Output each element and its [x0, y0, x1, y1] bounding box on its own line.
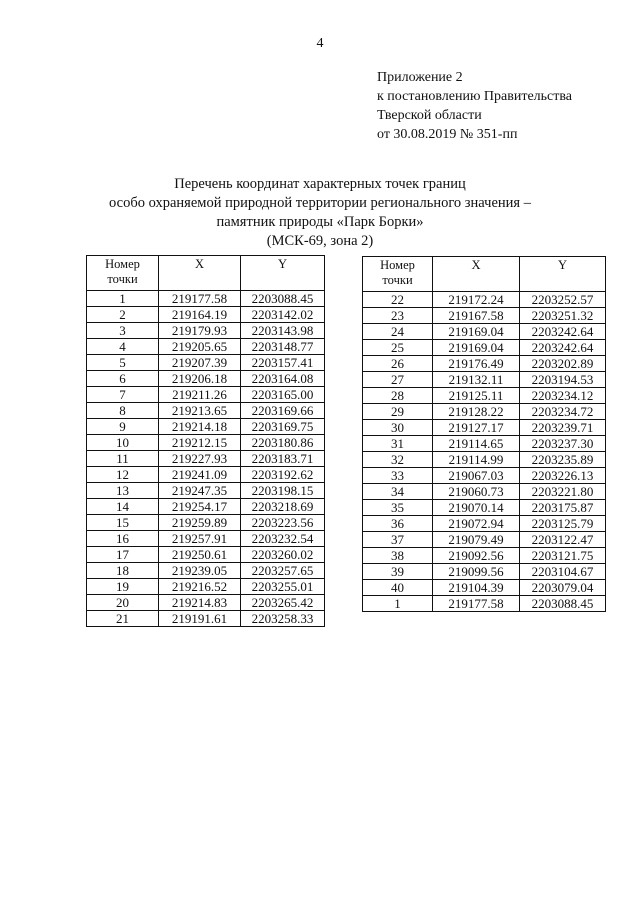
- point-number-cell: 27: [363, 372, 433, 388]
- table-row: [363, 388, 606, 404]
- header-point-line1: Номер: [380, 258, 415, 272]
- y-coordinate-cell: 2203226.13: [520, 468, 606, 484]
- x-coordinate-cell: 219254.17: [159, 499, 241, 515]
- y-coordinate-cell: 2203218.69: [241, 499, 325, 515]
- appendix-line-1: Приложение 2: [377, 70, 463, 85]
- y-coordinate-cell: 2203252.57: [520, 292, 606, 308]
- point-number-cell: 23: [363, 308, 433, 324]
- x-coordinate-cell: 219092.56: [433, 548, 520, 564]
- table-row: [363, 340, 606, 356]
- point-number-cell: 34: [363, 484, 433, 500]
- point-number-cell: 36: [363, 516, 433, 532]
- y-coordinate-cell: 2203165.00: [241, 387, 325, 403]
- y-coordinate-cell: 2203148.77: [241, 339, 325, 355]
- x-coordinate-cell: 219247.35: [159, 483, 241, 499]
- y-coordinate-cell: 2203183.71: [241, 451, 325, 467]
- x-coordinate-cell: 219127.17: [433, 420, 520, 436]
- table-header-row: [363, 257, 606, 292]
- point-number-cell: 17: [87, 547, 159, 563]
- title-line-4: (МСК-69, зона 2): [266, 233, 374, 249]
- x-coordinate-cell: 219172.24: [433, 292, 520, 308]
- x-coordinate-cell: 219177.58: [159, 291, 241, 307]
- table-row: [87, 515, 325, 531]
- point-number-cell: 15: [87, 515, 159, 531]
- y-coordinate-cell: 2203198.15: [241, 483, 325, 499]
- x-coordinate-cell: 219239.05: [159, 563, 241, 579]
- table-row: [87, 339, 325, 355]
- point-number-cell: 12: [87, 467, 159, 483]
- point-number-cell: 11: [87, 451, 159, 467]
- table-row: [363, 356, 606, 372]
- y-coordinate-cell: 2203234.12: [520, 388, 606, 404]
- x-coordinate-cell: 219128.22: [433, 404, 520, 420]
- y-coordinate-cell: 2203239.71: [520, 420, 606, 436]
- coordinates-table-left: [86, 255, 325, 627]
- x-coordinate-cell: 219259.89: [159, 515, 241, 531]
- table-row: [87, 579, 325, 595]
- y-coordinate-cell: 2203169.66: [241, 403, 325, 419]
- table-header-row: [87, 256, 325, 291]
- x-coordinate-cell: 219060.73: [433, 484, 520, 500]
- point-number-cell: 26: [363, 356, 433, 372]
- y-coordinate-cell: 2203255.01: [241, 579, 325, 595]
- point-number-cell: 37: [363, 532, 433, 548]
- table-row: [363, 548, 606, 564]
- y-coordinate-cell: 2203169.75: [241, 419, 325, 435]
- y-coordinate-cell: 2203251.32: [520, 308, 606, 324]
- point-number-cell: 14: [87, 499, 159, 515]
- table-row: [87, 611, 325, 627]
- table-row: [363, 516, 606, 532]
- header-y: Y: [520, 257, 606, 292]
- table-row: [87, 499, 325, 515]
- table-row: [87, 355, 325, 371]
- y-coordinate-cell: 2203260.02: [241, 547, 325, 563]
- x-coordinate-cell: 219167.58: [433, 308, 520, 324]
- x-coordinate-cell: 219250.61: [159, 547, 241, 563]
- header-point-line2: точки: [382, 273, 413, 287]
- table-row: [87, 595, 325, 611]
- x-coordinate-cell: 219099.56: [433, 564, 520, 580]
- point-number-cell: 4: [87, 339, 159, 355]
- x-coordinate-cell: 219079.49: [433, 532, 520, 548]
- point-number-cell: 39: [363, 564, 433, 580]
- header-point-line1: Номер: [105, 257, 140, 271]
- point-number-cell: 21: [87, 611, 159, 627]
- page-number: 4: [316, 36, 324, 51]
- x-coordinate-cell: 219211.26: [159, 387, 241, 403]
- y-coordinate-cell: 2203257.65: [241, 563, 325, 579]
- table-row: [87, 403, 325, 419]
- x-coordinate-cell: 219104.39: [433, 580, 520, 596]
- point-number-cell: 5: [87, 355, 159, 371]
- point-number-cell: 31: [363, 436, 433, 452]
- table-row: [363, 596, 606, 612]
- x-coordinate-cell: 219067.03: [433, 468, 520, 484]
- y-coordinate-cell: 2203142.02: [241, 307, 325, 323]
- x-coordinate-cell: 219216.52: [159, 579, 241, 595]
- point-number-cell: 6: [87, 371, 159, 387]
- y-coordinate-cell: 2203223.56: [241, 515, 325, 531]
- table-row: [87, 483, 325, 499]
- header-point-line2: точки: [107, 272, 138, 286]
- x-coordinate-cell: 219132.11: [433, 372, 520, 388]
- document-title: [0, 175, 640, 251]
- table-row: [87, 291, 325, 307]
- table-row: [87, 387, 325, 403]
- table-row: [363, 468, 606, 484]
- x-coordinate-cell: 219169.04: [433, 340, 520, 356]
- x-coordinate-cell: 219206.18: [159, 371, 241, 387]
- table-row: [363, 580, 606, 596]
- header-point-number: [363, 257, 433, 292]
- y-coordinate-cell: 2203234.72: [520, 404, 606, 420]
- x-coordinate-cell: 219114.99: [433, 452, 520, 468]
- y-coordinate-cell: 2203235.89: [520, 452, 606, 468]
- y-coordinate-cell: 2203242.64: [520, 340, 606, 356]
- point-number-cell: 8: [87, 403, 159, 419]
- x-coordinate-cell: 219212.15: [159, 435, 241, 451]
- y-coordinate-cell: 2203242.64: [520, 324, 606, 340]
- header-x: X: [159, 256, 241, 291]
- point-number-cell: 28: [363, 388, 433, 404]
- point-number-cell: 7: [87, 387, 159, 403]
- table-row: [87, 419, 325, 435]
- y-coordinate-cell: 2203232.54: [241, 531, 325, 547]
- y-coordinate-cell: 2203175.87: [520, 500, 606, 516]
- x-coordinate-cell: 219114.65: [433, 436, 520, 452]
- header-x: X: [433, 257, 520, 292]
- table-row: [87, 435, 325, 451]
- table-row: [87, 547, 325, 563]
- point-number-cell: 10: [87, 435, 159, 451]
- point-number-cell: 20: [87, 595, 159, 611]
- x-coordinate-cell: 219205.65: [159, 339, 241, 355]
- y-coordinate-cell: 2203258.33: [241, 611, 325, 627]
- table-row: [363, 452, 606, 468]
- table-row: [363, 404, 606, 420]
- point-number-cell: 29: [363, 404, 433, 420]
- table-row: [87, 467, 325, 483]
- y-coordinate-cell: 2203194.53: [520, 372, 606, 388]
- y-coordinate-cell: 2203121.75: [520, 548, 606, 564]
- point-number-cell: 1: [87, 291, 159, 307]
- x-coordinate-cell: 219179.93: [159, 323, 241, 339]
- header-point-number: [87, 256, 159, 291]
- appendix-line-3: Тверской области: [377, 108, 482, 123]
- table-row: [363, 292, 606, 308]
- y-coordinate-cell: 2203104.67: [520, 564, 606, 580]
- y-coordinate-cell: 2203143.98: [241, 323, 325, 339]
- table-row: [363, 436, 606, 452]
- y-coordinate-cell: 2203122.47: [520, 532, 606, 548]
- point-number-cell: 35: [363, 500, 433, 516]
- point-number-cell: 2: [87, 307, 159, 323]
- x-coordinate-cell: 219072.94: [433, 516, 520, 532]
- x-coordinate-cell: 219164.19: [159, 307, 241, 323]
- x-coordinate-cell: 219191.61: [159, 611, 241, 627]
- appendix-block: [377, 68, 572, 144]
- x-coordinate-cell: 219227.93: [159, 451, 241, 467]
- point-number-cell: 33: [363, 468, 433, 484]
- coordinates-table-right: [362, 256, 606, 612]
- x-coordinate-cell: 219176.49: [433, 356, 520, 372]
- point-number-cell: 16: [87, 531, 159, 547]
- y-coordinate-cell: 2203125.79: [520, 516, 606, 532]
- table-row: [87, 531, 325, 547]
- x-coordinate-cell: 219207.39: [159, 355, 241, 371]
- point-number-cell: 24: [363, 324, 433, 340]
- x-coordinate-cell: 219070.14: [433, 500, 520, 516]
- appendix-line-2: к постановлению Правительства: [377, 89, 573, 104]
- point-number-cell: 9: [87, 419, 159, 435]
- point-number-cell: 32: [363, 452, 433, 468]
- appendix-line-4: от 30.08.2019 № 351-пп: [377, 127, 518, 142]
- point-number-cell: 38: [363, 548, 433, 564]
- y-coordinate-cell: 2203088.45: [520, 596, 606, 612]
- table-row: [87, 371, 325, 387]
- y-coordinate-cell: 2203157.41: [241, 355, 325, 371]
- table-row: [363, 324, 606, 340]
- table-row: [363, 372, 606, 388]
- table-row: [363, 564, 606, 580]
- y-coordinate-cell: 2203079.04: [520, 580, 606, 596]
- table-row: [87, 563, 325, 579]
- title-line-3: памятник природы «Парк Борки»: [216, 214, 424, 230]
- point-number-cell: 25: [363, 340, 433, 356]
- y-coordinate-cell: 2203237.30: [520, 436, 606, 452]
- y-coordinate-cell: 2203221.80: [520, 484, 606, 500]
- x-coordinate-cell: 219214.83: [159, 595, 241, 611]
- y-coordinate-cell: 2203164.08: [241, 371, 325, 387]
- x-coordinate-cell: 219125.11: [433, 388, 520, 404]
- table-row: [87, 451, 325, 467]
- table-row: [363, 532, 606, 548]
- y-coordinate-cell: 2203202.89: [520, 356, 606, 372]
- header-y: Y: [241, 256, 325, 291]
- y-coordinate-cell: 2203192.62: [241, 467, 325, 483]
- table-row: [363, 420, 606, 436]
- point-number-cell: 30: [363, 420, 433, 436]
- table-row: [363, 484, 606, 500]
- x-coordinate-cell: 219214.18: [159, 419, 241, 435]
- x-coordinate-cell: 219257.91: [159, 531, 241, 547]
- title-line-2: особо охраняемой природной территории регионального значения –: [109, 195, 531, 211]
- point-number-cell: 1: [363, 596, 433, 612]
- table-row: [363, 308, 606, 324]
- point-number-cell: 18: [87, 563, 159, 579]
- table-row: [363, 500, 606, 516]
- x-coordinate-cell: 219169.04: [433, 324, 520, 340]
- x-coordinate-cell: 219213.65: [159, 403, 241, 419]
- y-coordinate-cell: 2203265.42: [241, 595, 325, 611]
- point-number-cell: 3: [87, 323, 159, 339]
- title-line-1: Перечень координат характерных точек границ: [174, 176, 466, 192]
- point-number-cell: 22: [363, 292, 433, 308]
- y-coordinate-cell: 2203180.86: [241, 435, 325, 451]
- point-number-cell: 40: [363, 580, 433, 596]
- x-coordinate-cell: 219177.58: [433, 596, 520, 612]
- table-row: [87, 307, 325, 323]
- point-number-cell: 19: [87, 579, 159, 595]
- point-number-cell: 13: [87, 483, 159, 499]
- table-row: [87, 323, 325, 339]
- x-coordinate-cell: 219241.09: [159, 467, 241, 483]
- y-coordinate-cell: 2203088.45: [241, 291, 325, 307]
